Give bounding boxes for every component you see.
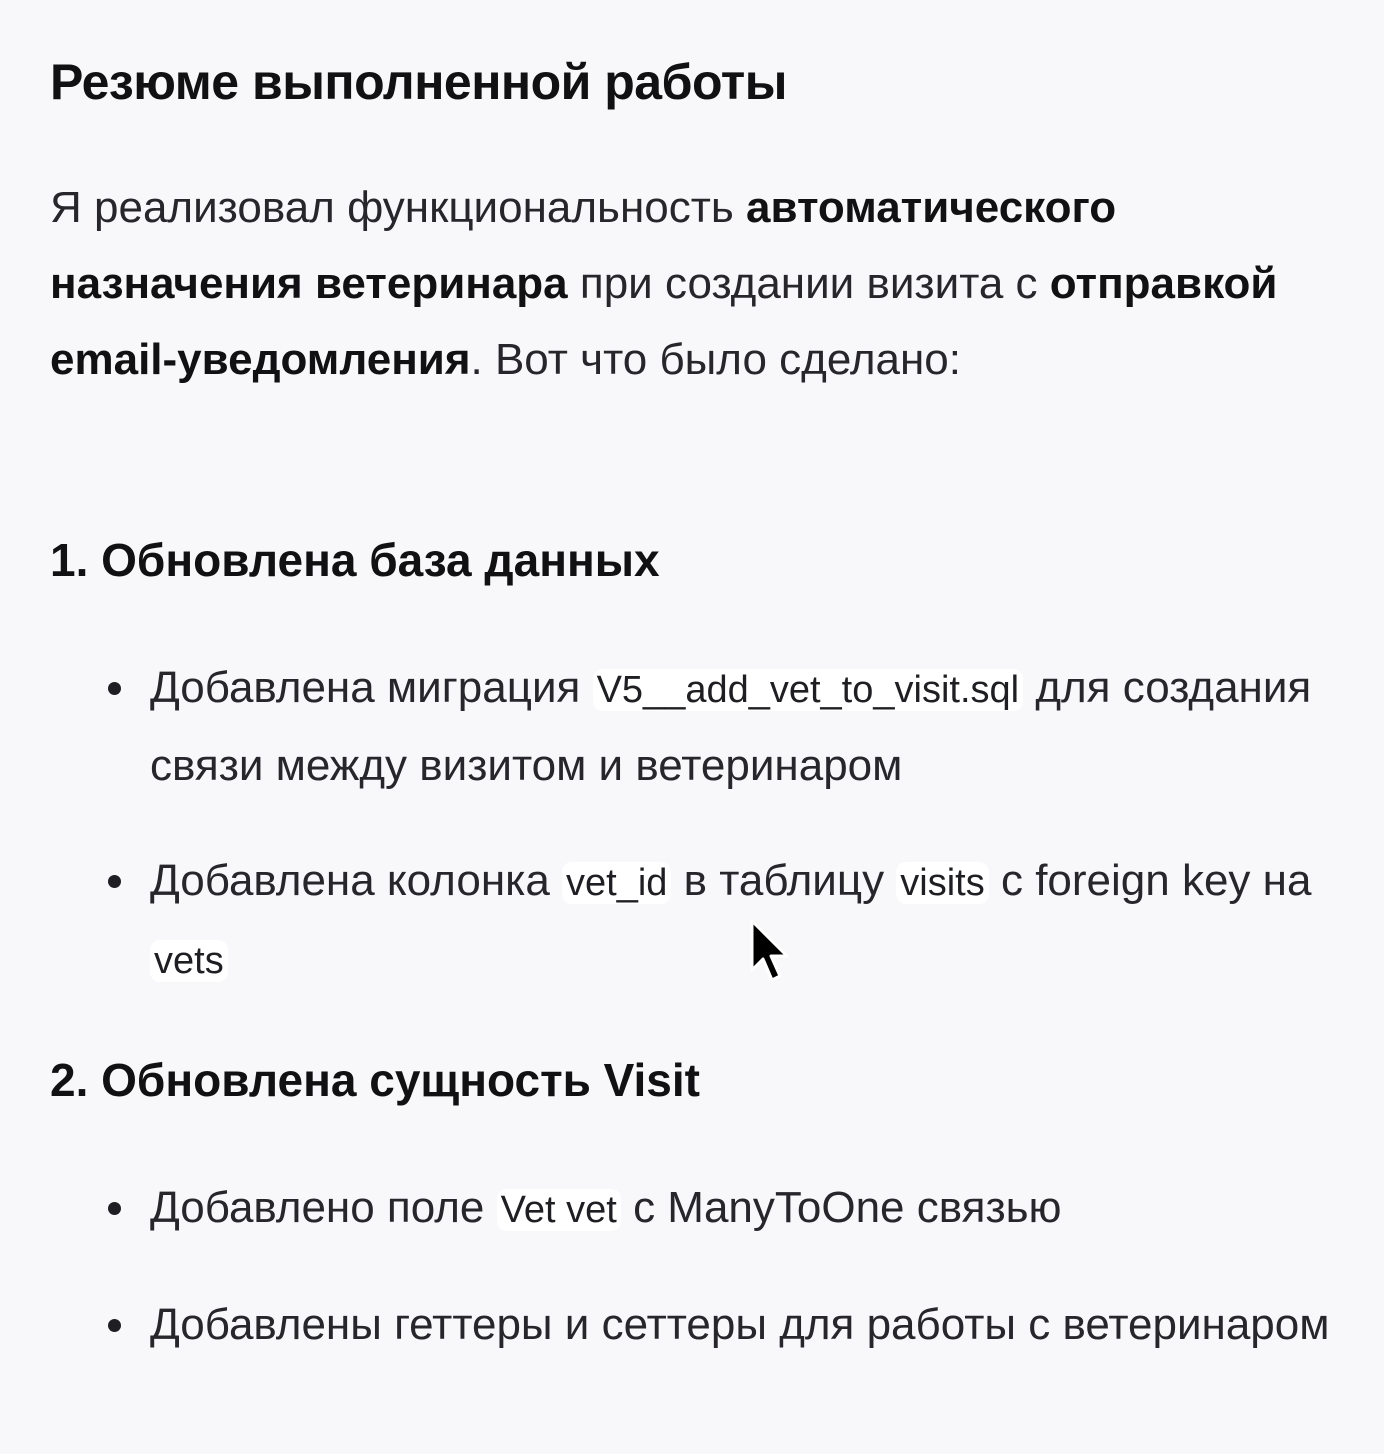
list-item	[150, 1170, 1360, 1248]
inline-code: Vet vet	[497, 1189, 621, 1231]
bullet-text: Добавлено поле	[150, 1183, 497, 1232]
inline-code: visits	[896, 862, 988, 904]
bullet-text: с foreign key на	[988, 856, 1312, 905]
intro-text-2: при создании визита с	[567, 259, 1050, 308]
list-item	[150, 650, 1360, 804]
intro-text-3: . Вот что было сделано:	[470, 335, 961, 384]
intro-bold-2: отправкой email-уведомления	[50, 259, 1278, 384]
bullet-text: Добавлена колонка	[150, 856, 563, 905]
summary-heading: Резюме выполненной работы	[50, 54, 787, 110]
bullet-text: для создания связи между визитом и ветеринаром	[150, 663, 1312, 790]
bullet-text: Добавлена миграция	[150, 663, 593, 712]
inline-code: vet_id	[562, 862, 671, 904]
intro-bold-1: автоматического назначения ветеринара	[50, 183, 1117, 308]
inline-code: V5__add_vet_to_visit.sql	[593, 669, 1024, 711]
intro-text-1: Я реализовал функциональность	[50, 183, 747, 232]
section-1-heading: 1. Обновлена база данных	[50, 534, 660, 586]
bullet-text: Добавлены геттеры и сеттеры для работы с ветеринаром	[150, 1300, 1330, 1349]
inline-code: vets	[150, 940, 228, 982]
bullet-text: с ManyToOne связью	[620, 1183, 1062, 1232]
intro-paragraph	[50, 170, 1340, 398]
section-2-heading: 2. Обновлена сущность Visit	[50, 1054, 700, 1106]
bullet-text: в таблицу	[671, 856, 897, 905]
mouse-pointer-icon	[748, 918, 794, 986]
list-item	[150, 1287, 1360, 1363]
